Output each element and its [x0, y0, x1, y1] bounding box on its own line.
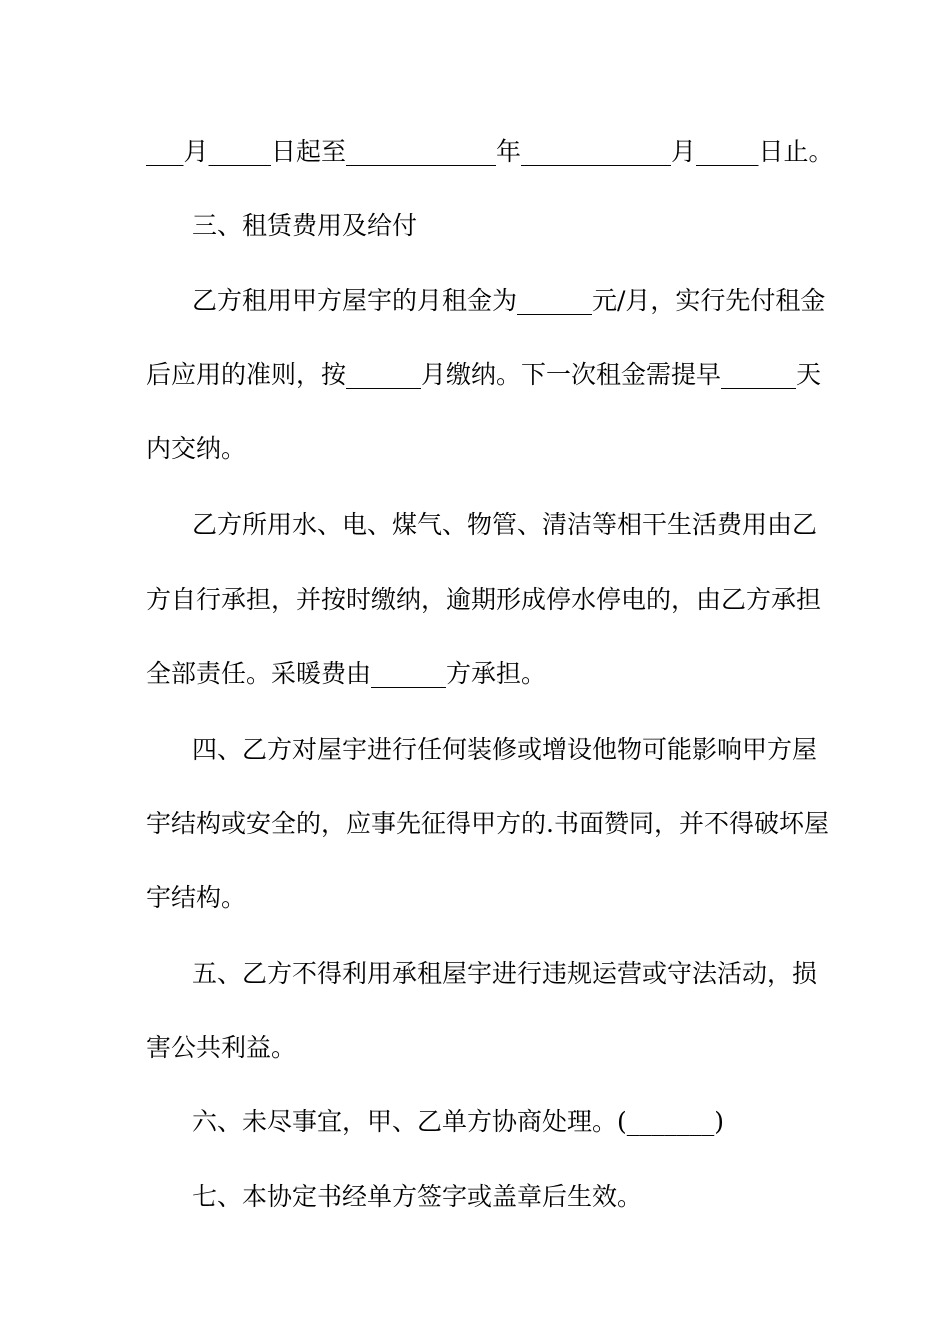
- section-heading: 三、租赁费用及给付: [192, 211, 418, 240]
- text-line: 六、未尽事宜，甲、乙单方协商处理。(_______): [192, 1107, 725, 1136]
- text-line: 宇结构或安全的，应事先征得甲方的.书面赞同，并不得破坏屋: [146, 809, 829, 838]
- text-line: 害公共利益。: [146, 1033, 297, 1062]
- text-line: 内交纳。: [146, 434, 247, 463]
- text-line: 后应用的准则，按______月缴纳。下一次租金需提早______天: [146, 360, 822, 389]
- text-line: 宇结构。: [146, 883, 247, 912]
- text-line: 四、乙方对屋宇进行任何装修或增设他物可能影响甲方屋: [192, 735, 818, 764]
- text-line: 乙方所用水、电、煤气、物管、清洁等相干生活费用由乙: [192, 510, 818, 539]
- text-line: 方自行承担，并按时缴纳，逾期形成停水停电的，由乙方承担: [146, 585, 822, 614]
- text-line: 全部责任。采暖费由______方承担。: [146, 659, 547, 688]
- text-line: 七、本协定书经单方签字或盖章后生效。: [192, 1182, 643, 1211]
- text-line: 五、乙方不得利用承租屋宇进行违规运营或守法活动，损: [192, 959, 818, 988]
- text-line: 乙方租用甲方屋宇的月租金为______元/月，实行先付租金: [192, 286, 826, 315]
- text-line: ___月_____日起至____________年____________月_____日止。: [146, 137, 834, 166]
